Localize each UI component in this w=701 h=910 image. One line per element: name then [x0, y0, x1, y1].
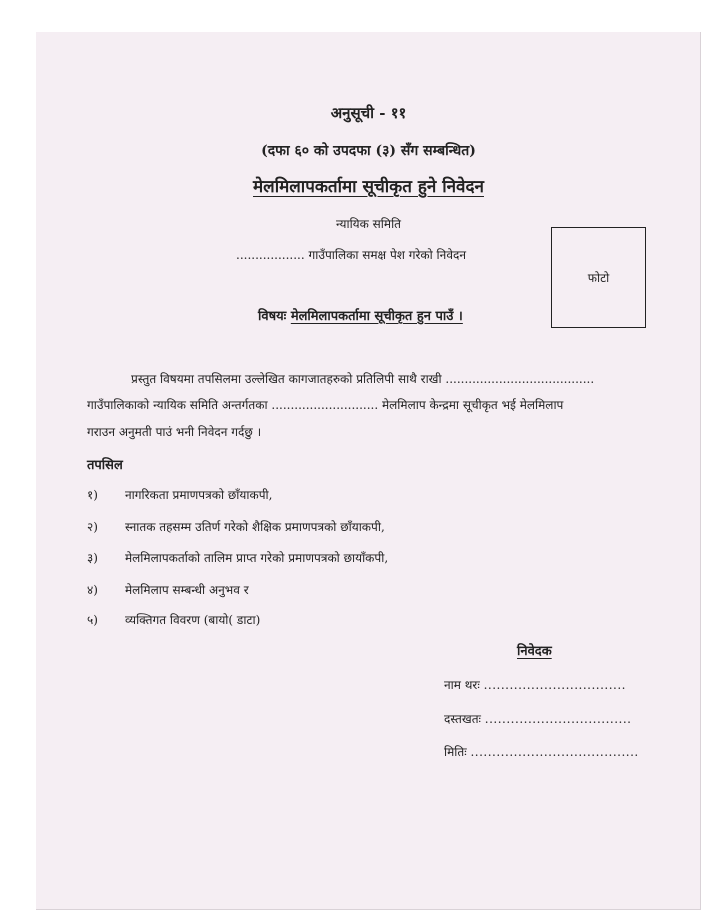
body-line-2: गाउँपालिकाको न्यायिक समिति अन्तर्गतका ............................ मेलमिलाप केन्द्रमा सूचीकृत भई मेलमिलाप	[87, 398, 564, 412]
subject-line	[258, 306, 463, 324]
details-heading: तपसिल	[87, 458, 123, 473]
list-item	[87, 611, 260, 628]
list-item-number: ४)	[87, 583, 98, 597]
addressee-line	[236, 246, 466, 263]
subject-text: मेलमिलापकर्तामा सूचीकृत हुन पाउँ ।	[290, 309, 463, 324]
photo-label: फोटो	[587, 271, 610, 285]
photo-box	[551, 227, 646, 328]
list-item-text: नागरिकता प्रमाणपत्रको छाँयाकपी,	[125, 488, 273, 502]
list-item	[87, 486, 272, 503]
schedule-title: अनुसूची - ११	[330, 104, 407, 122]
name-label: नाम थरः	[444, 678, 480, 692]
section-reference: (दफा ६० को उपदफा (३) सँग सम्बन्धित)	[261, 143, 476, 159]
list-item	[87, 581, 249, 598]
list-item-number: २)	[87, 520, 98, 534]
signature-blank: ..................................	[484, 712, 632, 726]
committee-name: न्यायिक समिति	[335, 217, 402, 231]
list-item-number: ५)	[87, 613, 98, 627]
addressee-blank: ..................	[236, 248, 305, 262]
date-label: मितिः	[444, 745, 467, 759]
list-item-text: मेलमिलाप सम्बन्धी अनुभव र	[125, 583, 249, 597]
document-page	[36, 32, 701, 910]
addressee-text: गाउँपालिका समक्ष पेश गरेको निवेदन	[308, 248, 467, 262]
list-item	[87, 518, 385, 535]
body-line-3: गराउन अनुमती पाउं भनी निवेदन गर्दछु ।	[87, 425, 262, 439]
name-field	[444, 676, 626, 693]
signature-field	[444, 710, 632, 727]
applicant-heading: निवेदक	[517, 644, 552, 659]
list-item-number: १)	[87, 488, 98, 502]
list-item	[87, 549, 388, 566]
list-item-text: स्नातक तहसम्म उतिर्ण गरेको शैक्षिक प्रमाणपत्रको छाँयाकपी,	[125, 520, 385, 534]
signature-label: दस्तखतः	[444, 712, 481, 726]
body-line-1: प्रस्तुत विषयमा तपसिलमा उल्लेखित कागजातहरुको प्रतिलिपी साथै राखी .......................................	[131, 372, 595, 386]
subject-label: विषयः	[258, 309, 287, 324]
list-item-text: व्यक्तिगत विवरण (बायो( डाटा)	[125, 613, 261, 627]
name-blank: .................................	[483, 678, 626, 692]
date-blank: .......................................	[470, 745, 639, 759]
list-item-text: मेलमिलापकर्ताको तालिम प्राप्त गरेको प्रमाणपत्रको छायाँकपी,	[125, 551, 389, 565]
list-item-number: ३)	[87, 551, 98, 565]
document-title: मेलमिलापकर्तामा सूचीकृत हुने निवेदन	[253, 177, 484, 197]
date-field	[444, 743, 639, 760]
